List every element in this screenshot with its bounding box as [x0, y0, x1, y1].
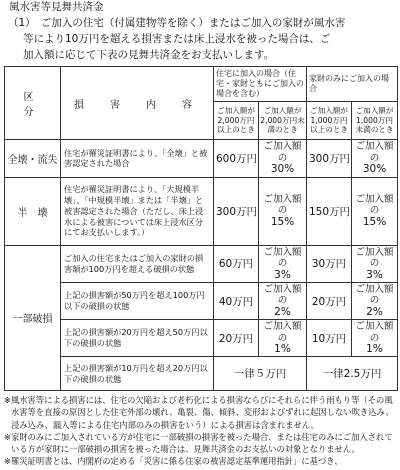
flat-amount-kazai: 一律2.5万円	[307, 357, 398, 391]
damage-desc: 住宅が罹災証明書により、「大規模半壊」、「中規模半壊」または「半壊」と被害認定された場合（ただし、床上浸水による被害については床上浸水区分にてお支払いします。）	[61, 177, 214, 245]
note-mark: ※	[4, 456, 11, 467]
header-group-kazai	[307, 67, 398, 102]
table-row	[5, 140, 398, 177]
percent-label: ご加入額の	[355, 321, 394, 344]
percent-label: ご加入額の	[263, 246, 302, 270]
damage-desc: ご加入の住宅またはご加入の家財の損害額が100万円を超える破損の状態	[61, 245, 214, 282]
percent-label: ご加入額の	[355, 246, 394, 270]
header-naiyo: 損 害 内 容	[61, 67, 214, 140]
header-sub-4: ご加入額が1,000万円未満のとき	[352, 101, 398, 140]
flat-amount-house: 一律５万円	[214, 357, 307, 391]
note-text: 家財のみにご加入されている方が住宅に一部破損の損害を被った場合、または住宅のみにご加入されている方が家財に一部破損の損害を被った場合は、見舞共済金のお支払いの対象となりません。	[10, 431, 393, 455]
percent-cell	[352, 140, 398, 177]
amount-cell: 60万円	[214, 245, 259, 282]
percent-value: 1%	[274, 343, 291, 356]
notes	[4, 394, 398, 468]
percent-label: ご加入額の	[263, 283, 302, 307]
percent-cell	[259, 140, 307, 177]
table-row	[5, 177, 398, 245]
percent-value: 3%	[274, 268, 291, 281]
amount-cell: 600万円	[214, 140, 259, 177]
section-title: 風水害等見舞共済金	[9, 1, 104, 13]
percent-value: 2%	[274, 305, 291, 318]
amount-cell: 40万円	[214, 282, 259, 319]
note-text: 罹災証明書とは、内閣府の定める「災害に係る住家の被害認定基準運用指針」に基づき、	[10, 456, 343, 467]
note-mark: ※	[4, 431, 11, 442]
percent-cell	[259, 177, 307, 245]
intro-line-1: （1） ご加入の住宅（付属建物等を除く）またはご加入の家財が風水害	[8, 17, 346, 29]
percent-value: 3%	[366, 268, 383, 281]
note-item	[4, 394, 398, 431]
percent-value: 30%	[270, 163, 295, 176]
kubun-zenkai: 全壊・流失	[5, 140, 61, 177]
header-group-house	[214, 67, 307, 102]
percent-cell	[352, 282, 398, 319]
amount-cell: 150万円	[307, 177, 352, 245]
percent-label: ご加入額の	[355, 141, 394, 164]
percent-value: 30%	[362, 163, 387, 176]
intro-paragraph	[8, 15, 394, 63]
percent-value: 2%	[366, 305, 383, 318]
note-mark: ※	[4, 395, 11, 405]
percent-cell	[259, 245, 307, 282]
header-group-kazai-text: 家財のみにご加入の場合	[309, 73, 389, 93]
damage-desc: 上記の損害額が10万円を超え20万円以下の破損の状態	[61, 357, 214, 391]
amount-cell: 20万円	[214, 320, 259, 357]
table-row	[5, 245, 398, 282]
percent-cell	[352, 245, 398, 282]
header-kubun: 区 分	[5, 67, 61, 140]
percent-cell	[352, 177, 398, 245]
amount-cell: 30万円	[307, 245, 352, 282]
intro-line-3: 加入額に応じて下表の見舞共済金をお支払いします。	[23, 49, 275, 61]
percent-value: 15%	[270, 215, 295, 228]
damage-desc: 住宅が罹災証明書により、「全壊」と被害認定された場合	[61, 140, 214, 177]
percent-label: ご加入額の	[263, 141, 302, 164]
damage-desc: 上記の損害額が50万円を超え100万円以下の破損の状態	[61, 282, 214, 319]
table-row	[5, 320, 398, 357]
percent-label: ご加入額の	[355, 193, 394, 217]
amount-cell: 20万円	[307, 282, 352, 319]
percent-label: ご加入額の	[355, 283, 394, 307]
payment-table	[4, 66, 398, 391]
kubun-hankai: 半 壊	[5, 177, 61, 245]
note-item	[4, 455, 398, 467]
table-row	[5, 282, 398, 319]
percent-label: ご加入額の	[263, 193, 302, 217]
percent-cell	[259, 320, 307, 357]
note-item	[4, 431, 398, 456]
table-row	[5, 357, 398, 391]
percent-value: 15%	[362, 215, 387, 228]
amount-cell: 300万円	[214, 177, 259, 245]
percent-value: 1%	[366, 343, 383, 356]
header-sub-3: ご加入額が1,000万円以上のとき	[307, 101, 352, 140]
percent-label: ご加入額の	[263, 321, 302, 344]
percent-cell	[259, 282, 307, 319]
header-sub-1: ご加入額が2,000万円以上のとき	[214, 101, 259, 140]
header-group-house-text: 住宅に加入の場合（住宅・家財ともにご加入の場合を含む）	[216, 68, 304, 98]
note-text: 風水害等による損害には、住宅の欠陥および老朽化による損害ならびにそれらに伴う雨もり等（その風水害等を直接の原因とした住宅外部の壊れ、亀裂、傷、傾斜、変形およびずれに起因しない吹き込み、浸み込み、漏入等による住宅内部のみの損害をいう）による損害は含まれません。	[10, 395, 394, 430]
kubun-ichibu-hason: 一部破損	[5, 245, 61, 390]
header-sub-2: ご加入額が2,000万円未満のとき	[259, 101, 307, 140]
amount-cell: 300万円	[307, 140, 352, 177]
amount-cell: 10万円	[307, 320, 352, 357]
percent-cell	[352, 320, 398, 357]
damage-desc: 上記の損害額が20万円を超え50万円以下の破損の状態	[61, 320, 214, 357]
intro-line-2: 等により10万円を超える損害または床上浸水を被った場合は、ご	[23, 33, 331, 45]
